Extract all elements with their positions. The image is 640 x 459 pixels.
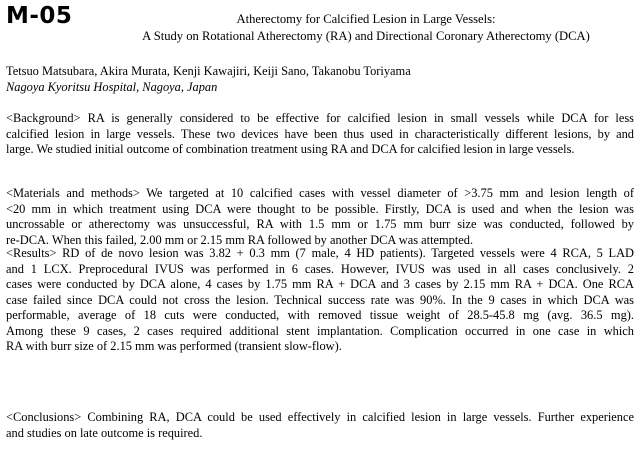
results-line: Among these 9 cases, 2 cases required additional stent implantation. Complication occurred in one case in which	[6, 323, 634, 338]
results-section	[6, 246, 634, 355]
background-line: calcified lesion in large vessels. These two devices have been thus used in characteristically different lesions, by and	[6, 126, 634, 141]
results-line: RA with burr size of 2.15 mm was performed (transient slow-flow).	[6, 339, 342, 353]
methods-line: <Materials and methods> We targeted at 10 calcified cases with vessel diameter of >3.75 mm and lesion length of	[6, 186, 634, 200]
affiliation-line: Nagoya Kyoritsu Hospital, Nagoya, Japan	[6, 80, 218, 94]
conclusions-line: <Conclusions> Combining RA, DCA could be used effectively in calcified lesion in large vessels. Further experience	[6, 410, 634, 424]
methods-line: re-DCA. When this failed, 2.00 mm or 2.15 mm RA followed by another DCA was attempted.	[6, 232, 474, 247]
results-line: and 1 LCX. Preprocedural IVUS was performed in 6 cases. However, IVUS was used in all cases conclusively. 2	[6, 261, 634, 276]
title-line: Atherectomy for Calcified Lesion in Large Vessels:	[236, 12, 496, 26]
results-line: performable, average of 18 cuts were conducted, with removed tissue weight of 28.5-45.8 mg (avg. 36.5 mg).	[6, 308, 634, 322]
authors-line: Tetsuo Matsubara, Akira Murata, Kenji Kawajiri, Keiji Sano, Takanobu Toriyama	[6, 64, 411, 78]
results-line: cases were conducted by DCA alone, 4 cases by 1.75 mm RA + DCA and 3 cases by 2.15 mm RA + DCA. One RCA	[6, 277, 634, 291]
conclusions-section	[6, 410, 634, 441]
methods-line: uncrossable or atherectomy was unsuccessful, RA with 1.5 mm or 1.75 mm burr size was conducted, followed by	[6, 217, 634, 231]
background-line: <Background> RA is generally considered to be effective for calcified lesion in small vessels while DCA for less	[6, 111, 634, 125]
background-section	[6, 111, 634, 158]
results-line: case failed since DCA could not cross the lesion. Technical success rate was 90%. In the 9 cases in which DCA was	[6, 292, 634, 307]
methods-section	[6, 186, 634, 248]
abstract-title	[110, 11, 622, 45]
conclusions-line: and studies on late outcome is required.	[6, 425, 203, 440]
abstract-id: M-05	[6, 3, 73, 29]
title-line: A Study on Rotational Atherectomy (RA) and Directional Coronary Atherectomy (DCA)	[142, 29, 590, 43]
results-line: <Results> RD of de novo lesion was 3.82 + 0.3 mm (7 male, 4 HD patients). Targeted vessels were 4 RCA, 5 LAD	[6, 246, 634, 260]
methods-line: <20 mm in which treatment using DCA were thought to be possible. Firstly, DCA is used and when the lesion was	[6, 201, 634, 216]
background-line: large. We studied initial outcome of combination treatment using RA and DCA for calcified lesion in large vessels.	[6, 142, 575, 156]
